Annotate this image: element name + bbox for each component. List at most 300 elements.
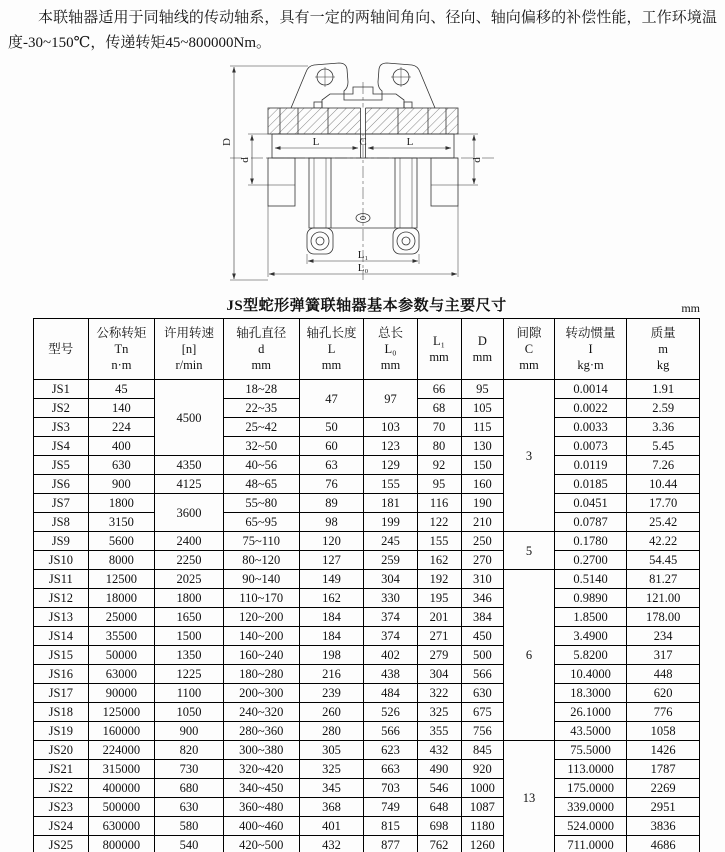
table-cell: 5600 [88, 532, 155, 551]
table-cell: 0.0073 [554, 437, 627, 456]
table-cell: 81.27 [627, 570, 700, 589]
table-cell: 540 [155, 836, 224, 852]
table-cell: 1350 [155, 646, 224, 665]
table-cell: 1260 [461, 836, 504, 852]
table-cell: 5.8200 [554, 646, 627, 665]
table-cell: 12500 [88, 570, 155, 589]
table-cell: 448 [627, 665, 700, 684]
table-cell: 339.0000 [554, 798, 627, 817]
table-cell: 630000 [88, 817, 155, 836]
table-cell: 776 [627, 703, 700, 722]
table-cell: 877 [364, 836, 417, 852]
table-cell: 330 [364, 589, 417, 608]
table-cell: 1800 [155, 589, 224, 608]
table-cell: 175.0000 [554, 779, 627, 798]
dim-label-L0: L₀ [357, 262, 368, 274]
table-cell: 4686 [627, 836, 700, 852]
dim-label-d-right: d [470, 157, 483, 163]
table-cell: 300~380 [223, 741, 299, 760]
table-cell: JS20 [34, 741, 89, 760]
table-cell: JS12 [34, 589, 89, 608]
table-cell: 103 [364, 418, 417, 437]
table-cell: 340~450 [223, 779, 299, 798]
table-cell: 160~240 [223, 646, 299, 665]
table-cell: 675 [461, 703, 504, 722]
table-cell: 432 [417, 741, 461, 760]
table-cell: 384 [461, 608, 504, 627]
table-cell: 95 [461, 380, 504, 399]
table-cell: 325 [417, 703, 461, 722]
table-cell: JS16 [34, 665, 89, 684]
table-cell: 484 [364, 684, 417, 703]
table-cell: 155 [364, 475, 417, 494]
table-cell: 2269 [627, 779, 700, 798]
table-cell: 17.70 [627, 494, 700, 513]
table-cell: 620 [627, 684, 700, 703]
table-cell: 270 [461, 551, 504, 570]
table-cell: 325 [299, 760, 364, 779]
table-cell: 730 [155, 760, 224, 779]
table-row [34, 551, 700, 570]
table-cell: 10.44 [627, 475, 700, 494]
table-cell: 1000 [461, 779, 504, 798]
table-cell: 2250 [155, 551, 224, 570]
table-cell: 0.0014 [554, 380, 627, 399]
table-cell: 115 [461, 418, 504, 437]
table-cell: 526 [364, 703, 417, 722]
table-cell: 113.0000 [554, 760, 627, 779]
table-cell: 105 [461, 399, 504, 418]
table-cell: 6 [504, 570, 555, 741]
table-cell: 130 [461, 437, 504, 456]
table-cell: 500 [461, 646, 504, 665]
table-cell: JS7 [34, 494, 89, 513]
column-header: 总长 L₀ mm [364, 319, 417, 380]
table-cell: 279 [417, 646, 461, 665]
column-header: L₁ mm [417, 319, 461, 380]
table-cell: 50000 [88, 646, 155, 665]
table-cell: 210 [461, 513, 504, 532]
column-header: 轴孔直径 d mm [223, 319, 299, 380]
table-cell: 1800 [88, 494, 155, 513]
table-body [34, 380, 700, 852]
table-cell: 400~460 [223, 817, 299, 836]
table-row [34, 608, 700, 627]
table-cell: 90~140 [223, 570, 299, 589]
table-cell: 240~320 [223, 703, 299, 722]
table-cell: 239 [299, 684, 364, 703]
table-title-row [33, 294, 700, 315]
table-cell: 80~120 [223, 551, 299, 570]
table-cell: 374 [364, 627, 417, 646]
table-cell: 3 [504, 380, 555, 532]
table-cell: 160 [461, 475, 504, 494]
table-cell: 490 [417, 760, 461, 779]
table-row [34, 836, 700, 852]
table-cell: 260 [299, 703, 364, 722]
table-cell: 120~200 [223, 608, 299, 627]
table-cell: 2400 [155, 532, 224, 551]
table-cell: 120 [299, 532, 364, 551]
table-cell: JS18 [34, 703, 89, 722]
table-cell: 201 [417, 608, 461, 627]
table-cell: 0.0022 [554, 399, 627, 418]
table-cell: 0.1780 [554, 532, 627, 551]
table-cell: 374 [364, 608, 417, 627]
table-cell: 304 [364, 570, 417, 589]
table-cell: 820 [155, 741, 224, 760]
table-cell: 580 [155, 817, 224, 836]
table-cell: 0.9890 [554, 589, 627, 608]
table-cell: 13 [504, 741, 555, 852]
table-cell: 259 [364, 551, 417, 570]
table-cell: 355 [417, 722, 461, 741]
table-cell: 122 [417, 513, 461, 532]
table-cell: 110~170 [223, 589, 299, 608]
table-row [34, 722, 700, 741]
table-row [34, 798, 700, 817]
table-cell: 8000 [88, 551, 155, 570]
table-cell: 1087 [461, 798, 504, 817]
table-cell: 438 [364, 665, 417, 684]
table-cell: 45 [88, 380, 155, 399]
table-cell: 89 [299, 494, 364, 513]
table-cell: 0.0185 [554, 475, 627, 494]
table-cell: 1787 [627, 760, 700, 779]
table-cell: 3150 [88, 513, 155, 532]
table-cell: JS17 [34, 684, 89, 703]
table-cell: JS5 [34, 456, 89, 475]
diagram-area [0, 58, 725, 290]
table-cell: 749 [364, 798, 417, 817]
table-row [34, 741, 700, 760]
table-cell: 756 [461, 722, 504, 741]
table-cell: 630 [88, 456, 155, 475]
table-cell: 121.00 [627, 589, 700, 608]
table-cell: JS22 [34, 779, 89, 798]
table-cell: 180~280 [223, 665, 299, 684]
table-cell: 762 [417, 836, 461, 852]
table-cell: 7.26 [627, 456, 700, 475]
table-cell: 322 [417, 684, 461, 703]
table-cell: 65~95 [223, 513, 299, 532]
table-cell: 123 [364, 437, 417, 456]
table-cell: 345 [299, 779, 364, 798]
table-cell: 42.22 [627, 532, 700, 551]
table-cell: 0.0119 [554, 456, 627, 475]
table-cell: 3.4900 [554, 627, 627, 646]
diagram-geometry [230, 63, 496, 280]
parameters-table [33, 318, 700, 852]
table-cell: 149 [299, 570, 364, 589]
table-cell: 800000 [88, 836, 155, 852]
table-cell: 162 [299, 589, 364, 608]
table-cell: JS25 [34, 836, 89, 852]
table-cell: JS6 [34, 475, 89, 494]
table-cell: 703 [364, 779, 417, 798]
table-row [34, 418, 700, 437]
table-cell: 178.00 [627, 608, 700, 627]
table-cell: 98 [299, 513, 364, 532]
table-cell: 346 [461, 589, 504, 608]
dim-label-L1: L₁ [357, 249, 368, 261]
table-cell: 199 [364, 513, 417, 532]
table-cell: 317 [627, 646, 700, 665]
table-cell: 198 [299, 646, 364, 665]
table-cell: 200~300 [223, 684, 299, 703]
table-cell: 648 [417, 798, 461, 817]
table-cell: 305 [299, 741, 364, 760]
table-head-row [34, 319, 700, 380]
table-cell: 80 [417, 437, 461, 456]
table-cell: 663 [364, 760, 417, 779]
table-cell: 5 [504, 532, 555, 570]
table-cell: 4350 [155, 456, 224, 475]
table-cell: JS4 [34, 437, 89, 456]
table-cell: 698 [417, 817, 461, 836]
table-cell: 500000 [88, 798, 155, 817]
table-cell: 245 [364, 532, 417, 551]
column-header: 许用转速 [n] r/min [155, 319, 224, 380]
table-cell: 181 [364, 494, 417, 513]
table-cell: 18.3000 [554, 684, 627, 703]
table-row [34, 380, 700, 399]
table-cell: 184 [299, 608, 364, 627]
table-cell: 68 [417, 399, 461, 418]
table-cell: JS24 [34, 817, 89, 836]
table-cell: 190 [461, 494, 504, 513]
table-cell: 0.2700 [554, 551, 627, 570]
column-header: D mm [461, 319, 504, 380]
table-cell: 50 [299, 418, 364, 437]
table-cell: 18000 [88, 589, 155, 608]
table-cell: JS3 [34, 418, 89, 437]
table-cell: 623 [364, 741, 417, 760]
table-row [34, 437, 700, 456]
table-row [34, 646, 700, 665]
table-cell: 150 [461, 456, 504, 475]
table-cell: 524.0000 [554, 817, 627, 836]
table-cell: 630 [155, 798, 224, 817]
table-row [34, 817, 700, 836]
table-row [34, 665, 700, 684]
table-cell: 315000 [88, 760, 155, 779]
table-cell: 90000 [88, 684, 155, 703]
column-header: 转动惯量 I kg·m [554, 319, 627, 380]
table-cell: 680 [155, 779, 224, 798]
table-cell: 3600 [155, 494, 224, 532]
column-header: 型号 [34, 319, 89, 380]
table-cell: 566 [461, 665, 504, 684]
table-cell: 116 [417, 494, 461, 513]
coupling-diagram [218, 58, 508, 288]
table-row [34, 532, 700, 551]
table-cell: 129 [364, 456, 417, 475]
table-cell: JS11 [34, 570, 89, 589]
table-cell: JS8 [34, 513, 89, 532]
table-cell: 815 [364, 817, 417, 836]
column-header: 公称转矩 Tn n·m [88, 319, 155, 380]
table-cell: 22~35 [223, 399, 299, 418]
table-cell: 26.1000 [554, 703, 627, 722]
table-cell: JS10 [34, 551, 89, 570]
table-cell: 140 [88, 399, 155, 418]
table-cell: 2025 [155, 570, 224, 589]
table-cell: 47 [299, 380, 364, 418]
table-cell: 3.36 [627, 418, 700, 437]
column-header: 间隙 C mm [504, 319, 555, 380]
table-row [34, 760, 700, 779]
table-row [34, 494, 700, 513]
table-cell: 234 [627, 627, 700, 646]
table-cell: 75~110 [223, 532, 299, 551]
table-cell: 66 [417, 380, 461, 399]
table-cell: JS13 [34, 608, 89, 627]
dim-label-L-right: L [406, 136, 413, 148]
table-cell: 97 [364, 380, 417, 418]
table-cell: 4125 [155, 475, 224, 494]
table-cell: 92 [417, 456, 461, 475]
table-cell: 845 [461, 741, 504, 760]
table-cell: 1.91 [627, 380, 700, 399]
table-cell: JS9 [34, 532, 89, 551]
table-cell: 140~200 [223, 627, 299, 646]
table-cell: JS15 [34, 646, 89, 665]
table-cell: 630 [461, 684, 504, 703]
table-cell: 1058 [627, 722, 700, 741]
table-cell: 63000 [88, 665, 155, 684]
table-cell: 900 [88, 475, 155, 494]
table-cell: 304 [417, 665, 461, 684]
table-cell: 224000 [88, 741, 155, 760]
table-cell: 250 [461, 532, 504, 551]
table-cell: 368 [299, 798, 364, 817]
table-cell: 48~65 [223, 475, 299, 494]
table-cell: 1.8500 [554, 608, 627, 627]
table-title: JS型蛇形弹簧联轴器基本参数与主要尺寸 [226, 298, 507, 314]
table-cell: 0.0033 [554, 418, 627, 437]
table-cell: 401 [299, 817, 364, 836]
table-cell: 1050 [155, 703, 224, 722]
table-cell: 76 [299, 475, 364, 494]
table-cell: 900 [155, 722, 224, 741]
table-cell: 271 [417, 627, 461, 646]
table-cell: 18~28 [223, 380, 299, 399]
table-cell: 0.5140 [554, 570, 627, 589]
table-cell: 60 [299, 437, 364, 456]
table-row [34, 589, 700, 608]
table-row [34, 627, 700, 646]
dim-label-D: D [220, 138, 233, 146]
table-cell: JS21 [34, 760, 89, 779]
table-cell: 566 [364, 722, 417, 741]
table-cell: 75.5000 [554, 741, 627, 760]
table-cell: 432 [299, 836, 364, 852]
table-cell: 63 [299, 456, 364, 475]
table-cell: JS14 [34, 627, 89, 646]
table-cell: 3836 [627, 817, 700, 836]
column-header: 质量 m kg [627, 319, 700, 380]
table-cell: 195 [417, 589, 461, 608]
table-cell: 320~420 [223, 760, 299, 779]
table-cell: 920 [461, 760, 504, 779]
table-cell: 1100 [155, 684, 224, 703]
table-cell: JS19 [34, 722, 89, 741]
table-cell: 1426 [627, 741, 700, 760]
dim-label-C: C [358, 136, 367, 148]
table-cell: 420~500 [223, 836, 299, 852]
table-row [34, 456, 700, 475]
table-cell: 280 [299, 722, 364, 741]
table-cell: 2.59 [627, 399, 700, 418]
table-cell: 125000 [88, 703, 155, 722]
table-cell: 54.45 [627, 551, 700, 570]
table-cell: 25~42 [223, 418, 299, 437]
dim-label-d-left: d [238, 157, 251, 163]
table-cell: 5.45 [627, 437, 700, 456]
table-cell: 35500 [88, 627, 155, 646]
table-cell: 400000 [88, 779, 155, 798]
table-cell: 192 [417, 570, 461, 589]
table-cell: 4500 [155, 380, 224, 456]
table-cell: 43.5000 [554, 722, 627, 741]
table-row [34, 570, 700, 589]
table-cell: 95 [417, 475, 461, 494]
table-cell: 160000 [88, 722, 155, 741]
table-cell: JS1 [34, 380, 89, 399]
intro-paragraph: 本联轴器适用于同轴线的传动轴系，具有一定的两轴间角向、径向、轴向偏移的补偿性能，工作环境温度-30~150℃，传递转矩45~800000Nm。 [8, 10, 717, 51]
table-cell: 55~80 [223, 494, 299, 513]
table-row [34, 475, 700, 494]
table-cell: 70 [417, 418, 461, 437]
table-row [34, 779, 700, 798]
table-cell: 155 [417, 532, 461, 551]
table-row [34, 684, 700, 703]
table-cell: 162 [417, 551, 461, 570]
table-cell: 1500 [155, 627, 224, 646]
table-cell: 32~50 [223, 437, 299, 456]
table-cell: JS23 [34, 798, 89, 817]
table-cell: 1650 [155, 608, 224, 627]
table-cell: 360~480 [223, 798, 299, 817]
table-cell: 450 [461, 627, 504, 646]
table-row [34, 513, 700, 532]
table-cell: 711.0000 [554, 836, 627, 852]
table-cell: 546 [417, 779, 461, 798]
table-cell: 1225 [155, 665, 224, 684]
table-cell: 10.4000 [554, 665, 627, 684]
table-cell: 25000 [88, 608, 155, 627]
table-cell: 310 [461, 570, 504, 589]
table-cell: 216 [299, 665, 364, 684]
column-header: 轴孔长度 L mm [299, 319, 364, 380]
table-cell: 40~56 [223, 456, 299, 475]
table-cell: 0.0451 [554, 494, 627, 513]
table-cell: 280~360 [223, 722, 299, 741]
table-cell: 1180 [461, 817, 504, 836]
table-cell: 2951 [627, 798, 700, 817]
table-row [34, 703, 700, 722]
table-cell: 0.0787 [554, 513, 627, 532]
table-unit-note: mm [681, 301, 700, 315]
table-cell: 127 [299, 551, 364, 570]
table-cell: 184 [299, 627, 364, 646]
table-cell: 224 [88, 418, 155, 437]
dim-label-L-left: L [312, 136, 319, 148]
table-cell: 402 [364, 646, 417, 665]
table-cell: JS2 [34, 399, 89, 418]
table-cell: 25.42 [627, 513, 700, 532]
